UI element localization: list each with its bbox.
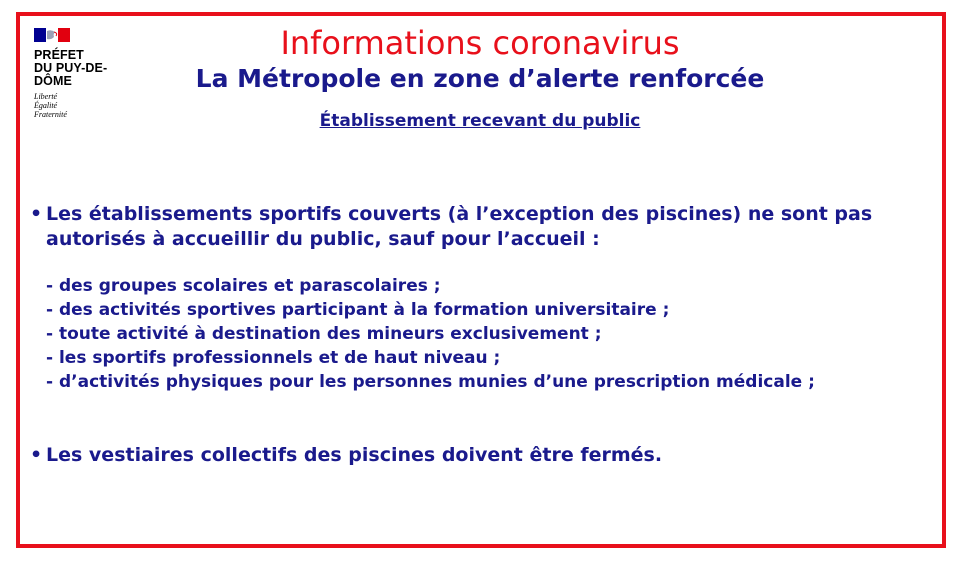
section-heading [0, 111, 960, 131]
page-subtitle: La Métropole en zone d’alerte renforcée [195, 64, 765, 93]
motto-line: Liberté [34, 92, 58, 101]
bullet-item [30, 443, 930, 468]
list-item: - des activités sportives participant à la formation universitaire ; [46, 300, 670, 320]
bullet-dot: • [30, 203, 43, 225]
bullet-text: Les établissements sportifs couverts (à l’exception des piscines) ne sont pas autorisés à accueillir du public, sauf pour l’accueil : [46, 203, 873, 250]
page-title: Informations coronavirus [280, 24, 680, 62]
bullet-text: Les vestiaires collectifs des piscines doivent être fermés. [46, 444, 663, 466]
notice-body [30, 202, 930, 468]
list-item: - les sportifs professionnels et de haut niveau ; [46, 348, 501, 368]
section-heading-text: Établissement recevant du public [319, 111, 641, 131]
list-item: - toute activité à destination des mineurs exclusivement ; [46, 324, 602, 344]
motto-line: Fraternité [34, 110, 67, 119]
logo-title-line: DÔME [34, 74, 72, 88]
list-item: - d’activités physiques pour les personnes munies d’une prescription médicale ; [46, 372, 815, 392]
exceptions-list [46, 274, 930, 394]
bullet-dot: • [30, 444, 43, 466]
bullet-item [30, 202, 930, 252]
list-item: - des groupes scolaires et parascolaires ; [46, 276, 441, 296]
logo-title-line: PRÉFET [34, 48, 84, 62]
motto-line: Égalité [34, 101, 58, 110]
logo-title-line: DU PUY-DE- [34, 61, 108, 75]
